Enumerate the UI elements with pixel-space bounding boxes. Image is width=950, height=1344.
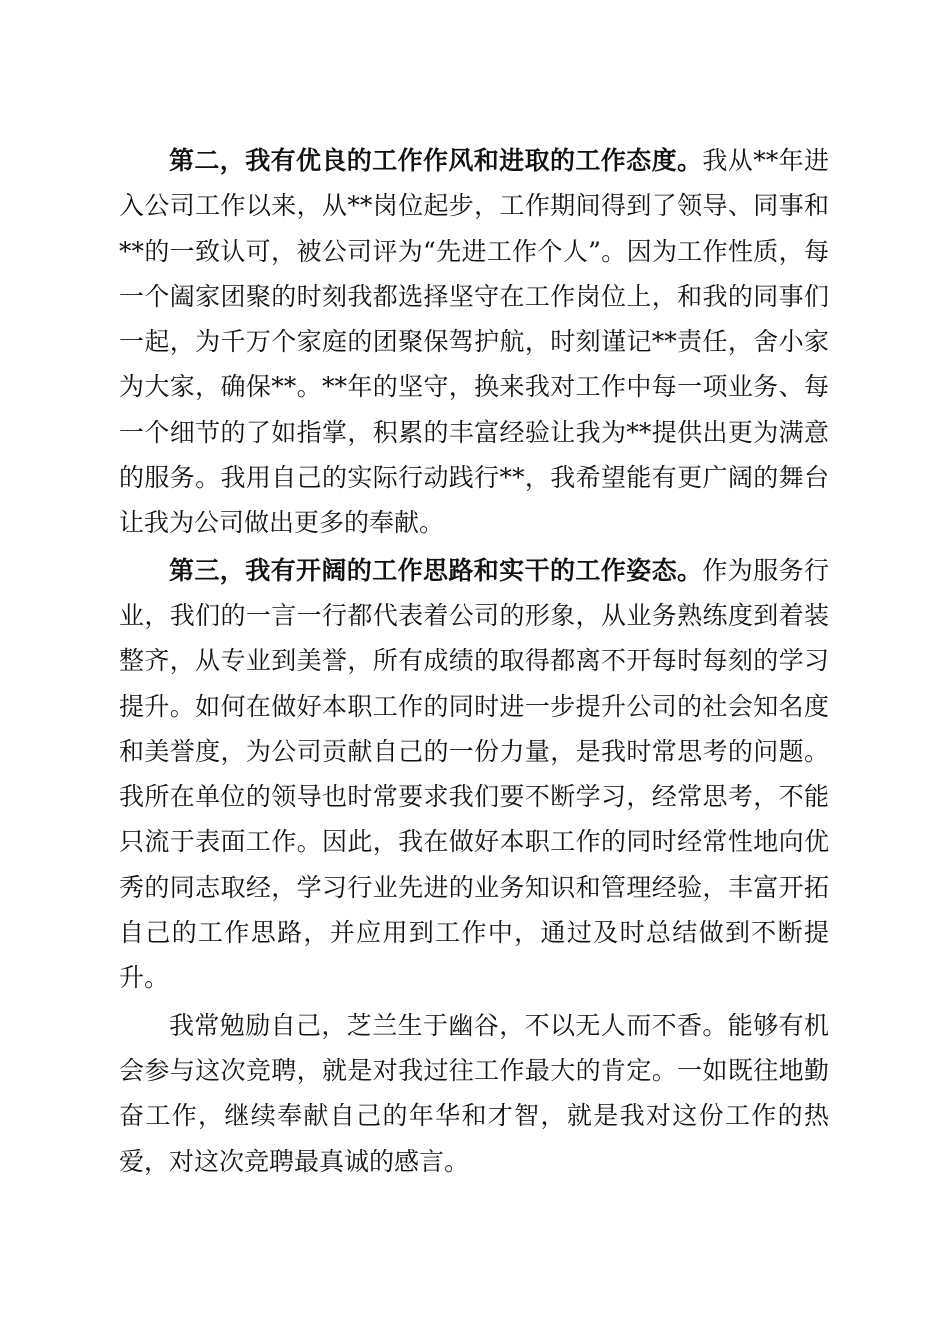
paragraph-text: 作为服务行业，我们的一言一行都代表着公司的形象，从业务熟练度到着装整齐，从专业到美誉，所有成绩的取得都离不开每时每刻的学习提升。如何在做好本职工作的同时进一步提升公司的社会知名度和美誉度，为公司贡献自己的一份力量，是我时常思考的问题。我所在单位的领导也时常要求我们要不断学习，经常思考，不能只流于表面工作。因此，我在做好本职工作的同时经常性地向优秀的同志取经，学习行业先进的业务知识和管理经验，丰富开拓自己的工作思路，并应用到工作中，通过及时总结做到不断提升。	[119, 555, 829, 993]
paragraph-text: 我常勉励自己，芝兰生于幽谷，不以无人而不香。能够有机会参与这次竞聘，就是对我过往工作最大的肯定。一如既往地勤奋工作，继续奉献自己的年华和才智，就是我对这份工作的热爱，对这次竞聘最真诚的感言。	[119, 1010, 829, 1176]
paragraph-text: 我从**年进入公司工作以来，从**岗位起步，工作期间得到了领导、同事和**的一致认可，被公司评为“先进工作个人”。因为工作性质，每一个阖家团聚的时刻我都选择坚守在工作岗位上，和我的同事们一起，为千万个家庭的团聚保驾护航，时刻谨记**责任，舍小家为大家，确保**。**年的坚守，换来我对工作中每一项业务、每一个细节的了如指掌，积累的丰富经验让我为**提供出更为满意的服务。我用自己的实际行动践行**，我希望能有更广阔的舞台让我为公司做出更多的奉献。	[119, 146, 829, 538]
paragraph-work-style	[119, 138, 829, 546]
paragraph-heading: 第三，我有开阔的工作思路和实干的工作姿态。	[169, 555, 703, 585]
document-body	[119, 138, 829, 1186]
paragraph-closing	[119, 1003, 829, 1184]
paragraph-heading: 第二，我有优良的工作作风和进取的工作态度。	[169, 146, 703, 175]
paragraph-work-thinking	[119, 548, 829, 1001]
